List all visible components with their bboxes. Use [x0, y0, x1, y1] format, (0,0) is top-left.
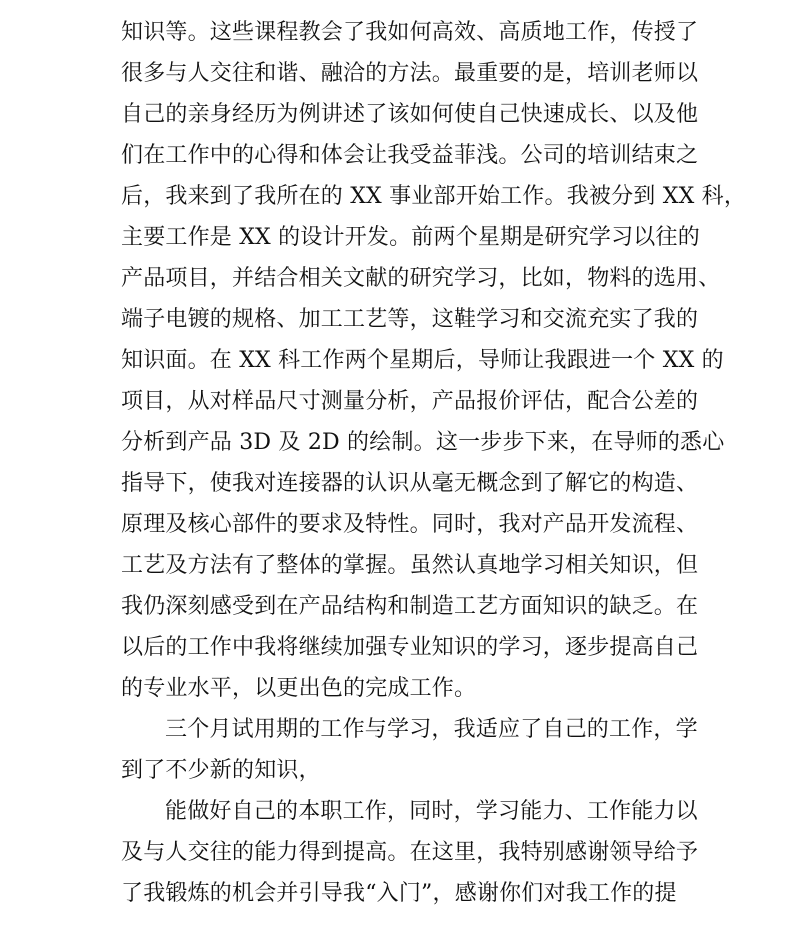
text-line: 很多与人交往和谐、融洽的方法。最重要的是，培训老师以 [121, 61, 699, 86]
text-line: 以后的工作中我将继续加强专业知识的学习，逐步提高自己 [121, 635, 699, 660]
text-line: 我仍深刻感受到在产品结构和制造工艺方面知识的缺乏。在 [121, 594, 699, 619]
text-line: 后，我来到了我所在的 XX 事业部开始工作。我被分到 XX 科， [121, 184, 747, 209]
paragraph-start-line: 能做好自己的本职工作，同时，学习能力、工作能力以 [165, 799, 698, 824]
text-line: 产品项目，并结合相关文献的研究学习，比如，物料的选用、 [121, 266, 721, 291]
text-line: 及与人交往的能力得到提高。在这里，我特别感谢领导给予 [121, 840, 699, 865]
text-line: 指导下，使我对连接器的认识从毫无概念到了解它的构造、 [121, 471, 699, 496]
text-line: 到了不少新的知识， [121, 758, 321, 783]
text-line: 端子电镀的规格、加工工艺等，这鞋学习和交流充实了我的 [121, 307, 699, 332]
text-line: 原理及核心部件的要求及特性。同时，我对产品开发流程、 [121, 512, 699, 537]
text-line: 们在工作中的心得和体会让我受益菲浅。公司的培训结束之 [121, 143, 699, 168]
text-line: 的专业水平，以更出色的完成工作。 [121, 676, 477, 701]
text-line: 项目，从对样品尺寸测量分析，产品报价评估，配合公差的 [121, 389, 699, 414]
text-line: 知识面。在 XX 科工作两个星期后，导师让我跟进一个 XX 的 [121, 348, 724, 373]
paragraph-start-line: 三个月试用期的工作与学习，我适应了自己的工作，学 [165, 717, 698, 742]
text-line: 自己的亲身经历为例讲述了该如何使自己快速成长、以及他 [121, 102, 699, 127]
text-line: 知识等。这些课程教会了我如何高效、高质地工作，传授了 [121, 20, 699, 45]
text-line: 分析到产品 3D 及 2D 的绘制。这一步步下来，在导师的悉心 [121, 430, 725, 455]
document-body [121, 12, 747, 914]
text-line: 工艺及方法有了整体的掌握。虽然认真地学习相关知识，但 [121, 553, 699, 578]
text-line: 主要工作是 XX 的设计开发。前两个星期是研究学习以往的 [121, 225, 700, 250]
text-line: 了我锻炼的机会并引导我“入门”，感谢你们对我工作的提 [121, 881, 677, 906]
